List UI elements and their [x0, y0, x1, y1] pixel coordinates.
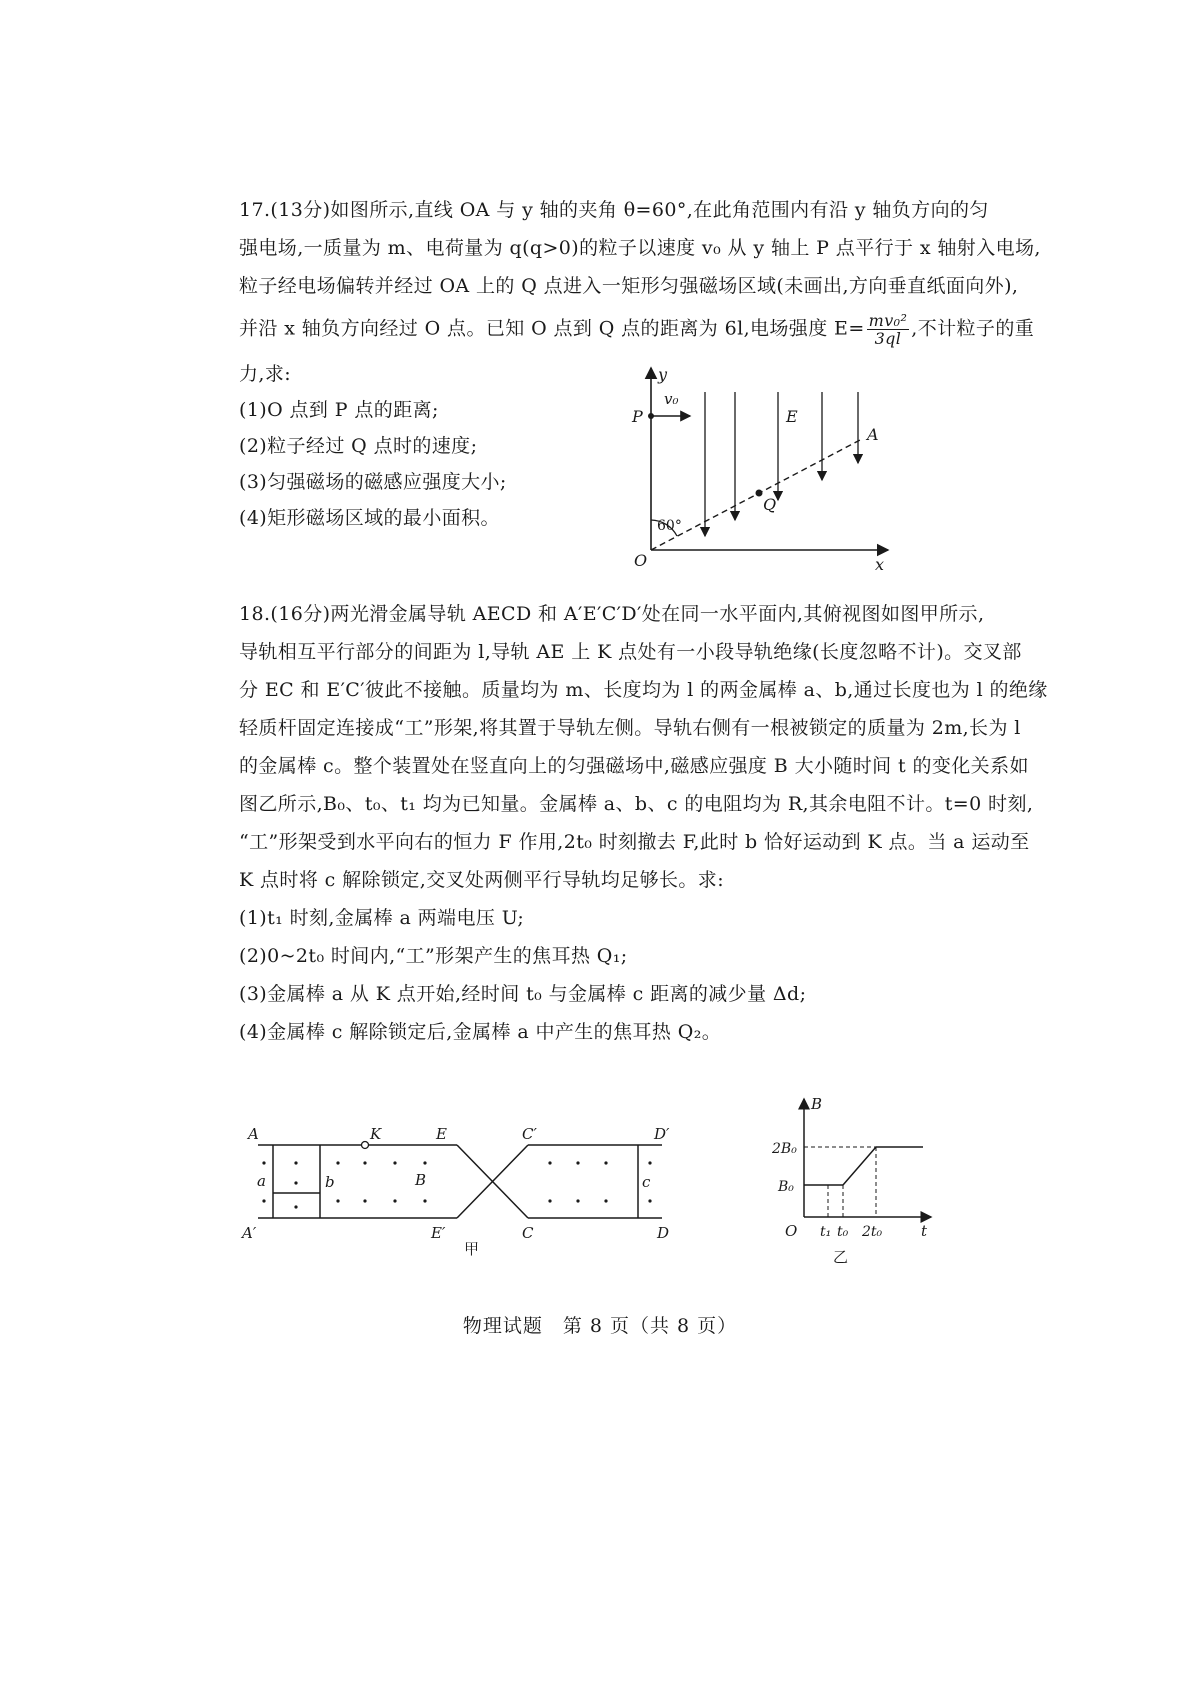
page-footer: 物理试题 第 8 页（共 8 页） [462, 1315, 738, 1337]
q17-line-with-fraction [239, 311, 1035, 348]
b-t-curve [804, 1147, 923, 1185]
q18-line: 18.(16分)两光滑金属导轨 AECD 和 A′E′C′D′处在同一水平面内,其俯视图如图甲所示, [239, 603, 985, 625]
label-2t0: 2t₀ [862, 1224, 883, 1240]
label-b0: B₀ [778, 1179, 794, 1195]
q17-line: 力,求: [239, 363, 292, 385]
q-label: Q [763, 495, 777, 514]
label-field-b: B [415, 1171, 427, 1189]
q17-line: ,不计粒子的重 [911, 317, 1035, 340]
label-e: E [436, 1125, 447, 1143]
q18-subquestion: (4)金属棒 c 解除锁定后,金属棒 a 中产生的焦耳热 Q₂。 [239, 1021, 722, 1043]
e-field-fraction [867, 312, 910, 347]
label-origin: O [785, 1222, 798, 1240]
label-d: D [657, 1224, 670, 1242]
q17-subquestion: (4)矩形磁场区域的最小面积。 [239, 507, 500, 529]
q17-line: 17.(13分)如图所示,直线 OA 与 y 轴的夹角 θ=60°,在此角范围内有沿 y 轴负方向的匀 [239, 199, 989, 221]
caption-jia: 甲 [464, 1240, 480, 1258]
label-t-axis: t [921, 1222, 928, 1240]
q18-subquestion: (3)金属棒 a 从 K 点开始,经时间 t₀ 与金属棒 c 距离的减少量 Δd; [239, 983, 807, 1005]
caption-yi: 乙 [833, 1248, 849, 1266]
q18-subquestion: (1)t₁ 时刻,金属棒 a 两端电压 U; [239, 907, 525, 929]
label-t1: t₁ [820, 1224, 832, 1240]
point-k [362, 1142, 369, 1149]
label-a-prime: A′ [242, 1224, 257, 1242]
fraction-denominator: 3ql [874, 329, 902, 348]
q18-subquestion: (2)0~2t₀ 时间内,“工”形架产生的焦耳热 Q₁; [239, 945, 628, 967]
q18-line: 分 EC 和 E′C′彼此不接触。质量均为 m、长度均为 l 的两金属棒 a、b,通过长度也为 l 的绝缘 [239, 679, 1048, 701]
label-k: K [370, 1125, 382, 1143]
q18-line: K 点时将 c 解除锁定,交叉处两侧平行导轨均足够长。求: [239, 869, 724, 891]
v0-label: v₀ [664, 390, 679, 408]
x-axis-label: x [875, 555, 885, 574]
q18-line: 的金属棒 c。整个装置处在竖直向上的匀强磁场中,磁感应强度 B 大小随时间 t 的变化关系如 [239, 755, 1029, 777]
q18-line: “工”形架受到水平向右的恒力 F 作用,2t₀ 时刻撤去 F,此时 b 恰好运动到 K 点。当 a 运动至 [239, 831, 1030, 853]
fraction-numerator: mv₀² [868, 311, 908, 330]
label-rod-a: a [257, 1172, 266, 1190]
p-label: P [632, 407, 643, 426]
q17-field-diagram [620, 360, 920, 585]
q17-line: 强电场,一质量为 m、电荷量为 q(q>0)的粒子以速度 v₀ 从 y 轴上 P 点平行于 x 轴射入电场, [239, 237, 1041, 259]
q17-subquestion: (1)O 点到 P 点的距离; [239, 399, 439, 421]
origin-label: O [634, 551, 648, 570]
e-label: E [786, 407, 798, 426]
label-2b0: 2B₀ [772, 1141, 797, 1157]
q18-line: 图乙所示,B₀、t₀、t₁ 均为已知量。金属棒 a、b、c 的电阻均为 R,其余电阻不计。t=0 时刻, [239, 793, 1034, 815]
label-e-prime: E′ [431, 1224, 446, 1242]
label-b-axis: B [811, 1095, 823, 1113]
label-d-prime: D′ [654, 1125, 670, 1143]
label-c-prime: C′ [522, 1125, 537, 1143]
point-q [756, 490, 763, 497]
q18-line: 导轨相互平行部分的间距为 l,导轨 AE 上 K 点处有一小段导轨绝缘(长度忽略不计)。交叉部 [239, 641, 1022, 663]
q17-subquestion: (3)匀强磁场的磁感应强度大小; [239, 471, 507, 493]
q17-line: 并沿 x 轴负方向经过 O 点。已知 O 点到 Q 点的距离为 6l,电场强度 E= [239, 317, 865, 340]
q17-line: 粒子经电场偏转并经过 OA 上的 Q 点进入一矩形匀强磁场区域(未画出,方向垂直纸面向外), [239, 275, 1019, 297]
label-a-upper: A [248, 1125, 259, 1143]
y-axis-label: y [658, 365, 668, 384]
label-t0: t₀ [837, 1224, 849, 1240]
label-rod-b: b [325, 1173, 335, 1191]
rail-diagram-jia [242, 1125, 720, 1260]
line-oa [651, 440, 860, 550]
q18-line: 轻质杆固定连接成“工”形架,将其置于导轨左侧。导轨右侧有一根被锁定的质量为 2m,长为 l [239, 717, 1021, 739]
field-dots [262, 1161, 651, 1208]
label-rod-c: c [642, 1173, 651, 1191]
angle-label: 60° [657, 518, 682, 534]
label-c: C [522, 1224, 534, 1242]
q17-subquestion: (2)粒子经过 Q 点时的速度; [239, 435, 478, 457]
a-label: A [867, 425, 879, 444]
b-t-graph-yi [773, 1093, 943, 1273]
